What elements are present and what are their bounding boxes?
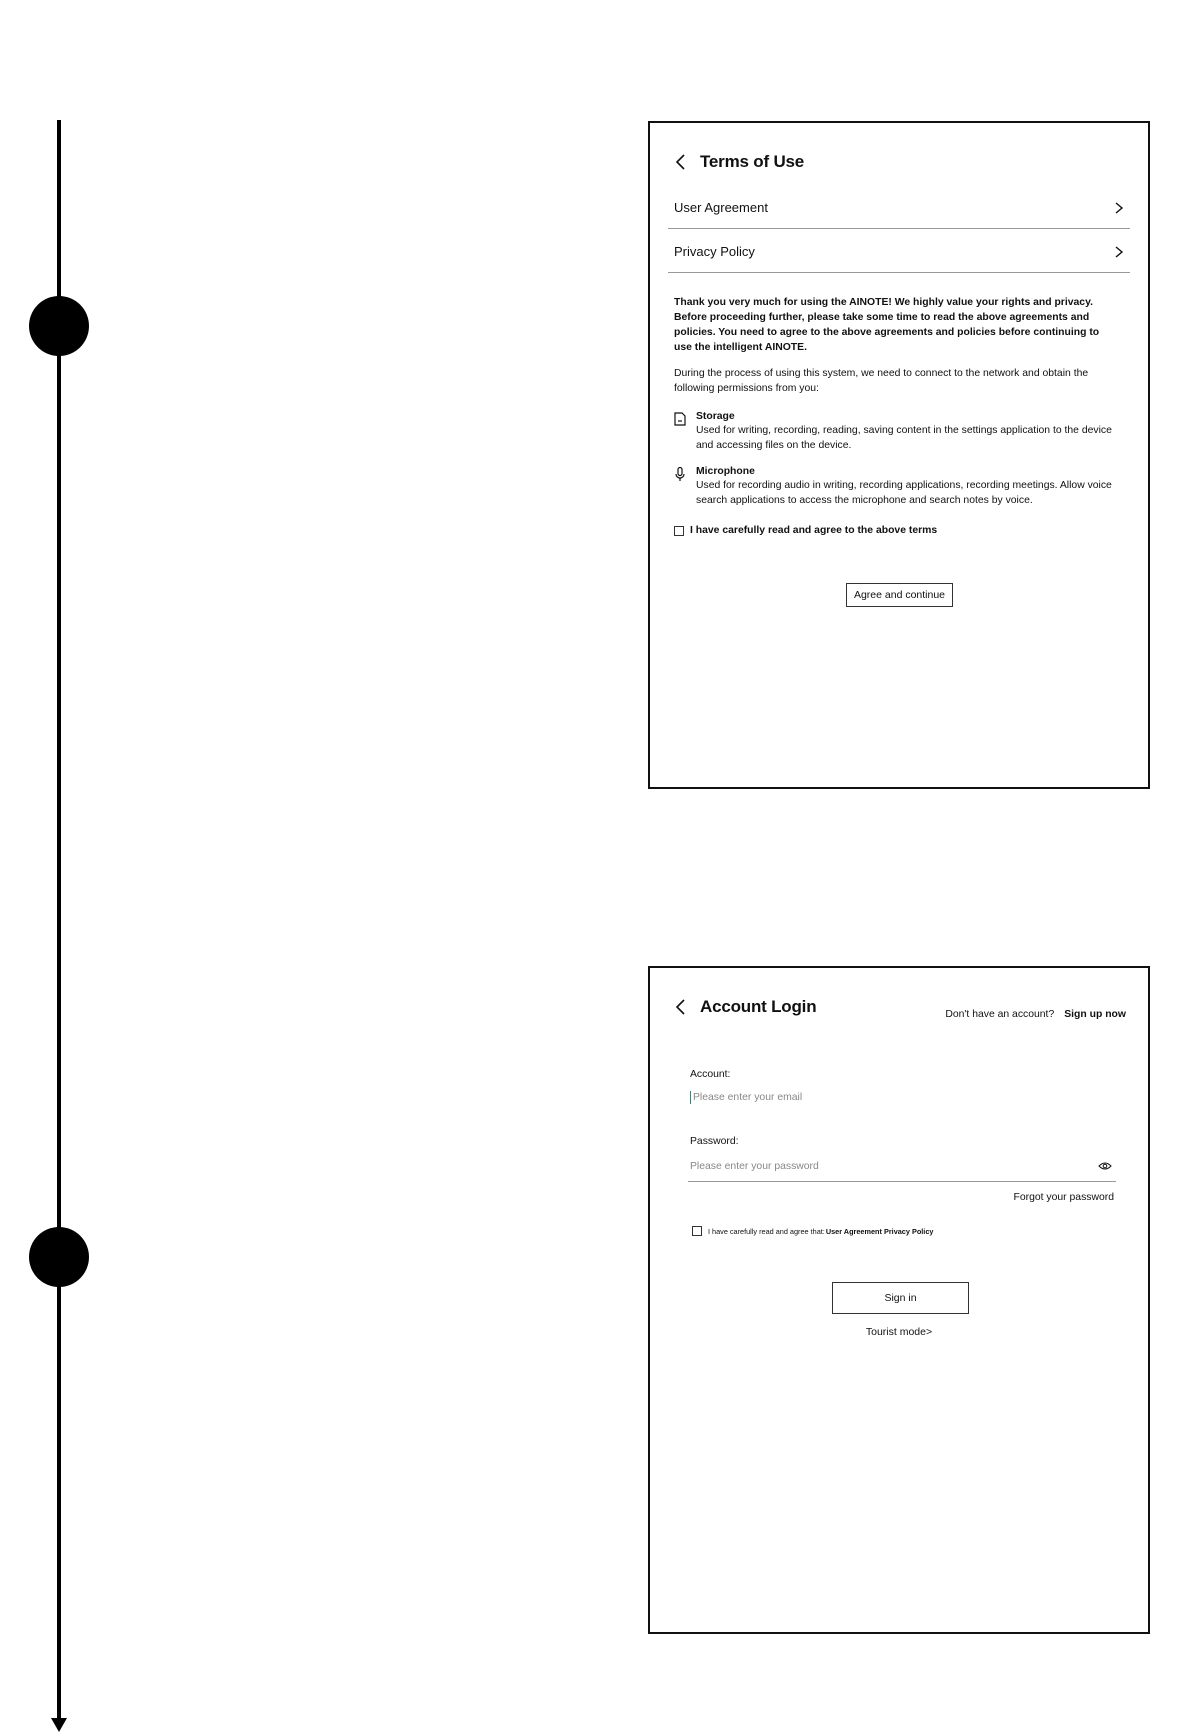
account-email-input[interactable] [688, 1086, 1116, 1108]
user-agreement-label: User Agreement [674, 200, 768, 215]
account-placeholder: Please enter your email [693, 1091, 803, 1103]
sign-up-link[interactable]: Sign up now [1064, 1009, 1126, 1020]
agree-label: I have carefully read and agree to the above terms [690, 525, 938, 536]
chevron-right-icon [1112, 201, 1126, 215]
text-caret [690, 1091, 691, 1104]
password-label: Password: [690, 1136, 739, 1147]
timeline-step-1-dot [29, 296, 89, 356]
permissions-intro-text: During the process of using this system, we need to connect to the network and obtain the following permissions from you: [674, 368, 1089, 394]
no-account-text: Don't have an account? [945, 1009, 1055, 1020]
permission-title: Microphone [696, 466, 755, 477]
timeline-line [57, 120, 61, 1718]
microphone-icon [672, 466, 688, 482]
forgot-password-link[interactable]: Forgot your password [1013, 1192, 1114, 1203]
permission-title: Storage [696, 411, 735, 422]
chevron-right-icon [1112, 245, 1126, 259]
page-title: Account Login [700, 997, 817, 1016]
agree-prefix: I have carefully read and agree that: [708, 1226, 825, 1236]
sign-in-button[interactable]: Sign in [832, 1282, 969, 1314]
back-arrow-icon[interactable] [670, 151, 692, 173]
privacy-policy-row[interactable] [668, 231, 1130, 273]
agreement-policy-links[interactable]: User Agreement Privacy Policy [825, 1226, 934, 1236]
permission-microphone [672, 465, 1122, 508]
tourist-mode-link[interactable]: Tourist mode> [865, 1326, 933, 1338]
login-header [670, 996, 816, 1018]
timeline-step-2-dot [29, 1227, 89, 1287]
terms-header [670, 151, 804, 173]
timeline-arrow-icon [51, 1718, 67, 1732]
password-placeholder: Please enter your password [690, 1161, 819, 1172]
permission-desc: Used for recording audio in writing, recording applications, recording meetings. Allow voice search applications to access the microphone and search notes by voice. [696, 480, 1112, 506]
account-login-screen [648, 966, 1150, 1634]
agree-checkbox[interactable] [692, 1226, 702, 1236]
intro-text: Thank you very much for using the AINOTE! We highly value your rights and privacy. Before proceeding further, please take some time to read the above agreements and policies. You need to agree to the above agreements and policies before continuing to use the intelligent AINOTE. [674, 297, 1100, 353]
back-arrow-icon[interactable] [670, 996, 692, 1018]
signup-prompt [945, 1009, 1126, 1020]
permission-desc: Used for writing, recording, reading, saving content in the settings application to the device and accessing files on the device. [696, 425, 1112, 451]
password-input[interactable] [688, 1152, 1116, 1182]
permission-storage [672, 410, 1122, 453]
account-label: Account: [690, 1069, 731, 1080]
privacy-policy-label: Privacy Policy [674, 244, 755, 259]
agree-checkbox[interactable] [674, 526, 684, 536]
agree-terms-row[interactable] [674, 525, 937, 536]
user-agreement-row[interactable] [668, 187, 1130, 229]
terms-of-use-screen [648, 121, 1150, 789]
agree-and-continue-button[interactable]: Agree and continue [846, 583, 953, 607]
storage-icon [672, 411, 688, 427]
page-title: Terms of Use [700, 152, 805, 171]
agree-policies-row[interactable] [692, 1226, 933, 1236]
eye-icon[interactable] [1098, 1159, 1112, 1173]
